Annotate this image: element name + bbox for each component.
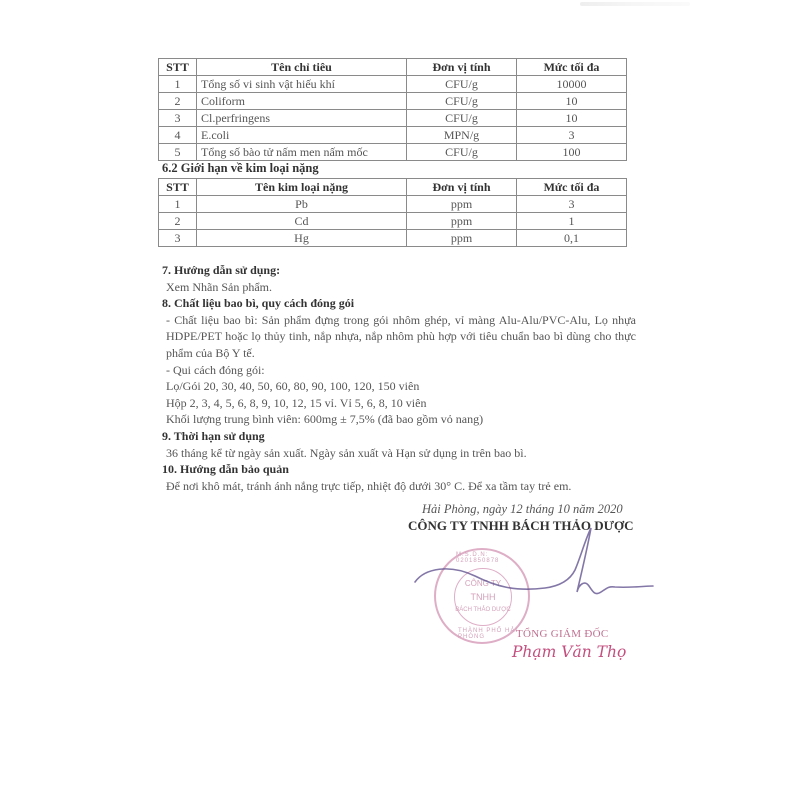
stamp-ring-top-text: M.S.D.N: 0201850878 <box>456 552 500 564</box>
header-unit: Đơn vị tính <box>407 59 517 76</box>
section-8-packing-3: Khối lượng trung bình viên: 600mg ± 7,5% (đã bao gồm vỏ nang) <box>166 412 484 427</box>
header-name: Tên kim loại nặng <box>197 179 407 196</box>
section-10-heading: 10. Hướng dẫn bảo quản <box>162 462 289 477</box>
heavy-metals-heading: 6.2 Giới hạn về kim loại nặng <box>162 161 319 175</box>
cell-stt: 5 <box>159 144 197 161</box>
table-row <box>159 213 627 230</box>
cell-stt: 3 <box>159 230 197 247</box>
sign-date: Hải Phòng, ngày 12 tháng 10 năm 2020 <box>422 502 623 516</box>
section-7-heading: 7. Hướng dẫn sử dụng: <box>162 263 281 277</box>
cell-stt: 1 <box>159 76 197 93</box>
cell-name: Tổng số vi sinh vật hiếu khí <box>197 76 407 93</box>
table-row <box>159 196 627 213</box>
cell-max: 10 <box>517 93 627 110</box>
scan-artifact <box>580 2 690 6</box>
cell-name: Coliform <box>197 93 407 110</box>
stamp-line-1: CÔNG TY <box>464 579 502 588</box>
director-title: TỔNG GIÁM ĐỐC <box>516 628 609 640</box>
cell-unit: CFU/g <box>407 93 517 110</box>
cell-max: 3 <box>517 196 627 213</box>
cell-max: 0,1 <box>517 230 627 247</box>
section-9-heading: 9. Thời hạn sử dụng <box>162 428 265 443</box>
cell-name: Hg <box>197 230 407 247</box>
cell-max: 1 <box>517 213 627 230</box>
cell-unit: MPN/g <box>407 127 517 144</box>
director-name: Phạm Văn Thọ <box>512 643 627 661</box>
cell-stt: 2 <box>159 213 197 230</box>
stamp-line-2: TNHH <box>470 592 496 602</box>
cell-max: 3 <box>517 127 627 144</box>
cell-stt: 2 <box>159 93 197 110</box>
cell-name: Cd <box>197 213 407 230</box>
cell-unit: ppm <box>407 213 517 230</box>
cell-unit: CFU/g <box>407 76 517 93</box>
section-8-material: - Chất liệu bao bì: Sản phẩm đựng trong gói nhôm ghép, vỉ màng Alu-Alu/PVC-Alu, Lọ nhựa HDPE/PET hoặc lọ thủy tinh, nắp nhựa, nắp nhôm phù hợp với tiêu chuẩn bao bì dùng cho thực phẩm của Bộ Y tế. <box>166 312 636 360</box>
table-row <box>159 230 627 247</box>
cell-name: E.coli <box>197 127 407 144</box>
header-stt: STT <box>159 179 197 196</box>
heavy-metals-table <box>158 178 627 247</box>
cell-unit: ppm <box>407 196 517 213</box>
table-row <box>159 76 627 93</box>
company-name: CÔNG TY TNHH BÁCH THẢO DƯỢC <box>408 518 634 533</box>
section-10-text: Để nơi khô mát, tránh ánh nắng trực tiếp, nhiệt độ dưới 30° C. Để xa tầm tay trẻ em. <box>166 478 572 493</box>
microbiology-limits-table <box>158 58 627 161</box>
header-max: Mức tối đa <box>517 59 627 76</box>
header-max: Mức tối đa <box>517 179 627 196</box>
cell-unit: ppm <box>407 230 517 247</box>
cell-name: Cl.perfringens <box>197 110 407 127</box>
cell-stt: 3 <box>159 110 197 127</box>
stamp-ring-bottom-text: THÀNH PHỐ HẢI PHÒNG <box>458 628 519 640</box>
document-body <box>162 262 636 494</box>
stamp-line-3: BÁCH THẢO DƯỢC <box>455 607 511 613</box>
table-row <box>159 93 627 110</box>
cell-max: 100 <box>517 144 627 161</box>
cell-unit: CFU/g <box>407 144 517 161</box>
section-8-packing-label: - Qui cách đóng gói: <box>166 362 265 377</box>
section-9-text: 36 tháng kể từ ngày sản xuất. Ngày sản xuất và Hạn sử dụng in trên bao bì. <box>166 445 527 460</box>
header-stt: STT <box>159 59 197 76</box>
section-8-heading: 8. Chất liệu bao bì, quy cách đóng gói <box>162 296 355 311</box>
table-row <box>159 144 627 161</box>
cell-max: 10000 <box>517 76 627 93</box>
cell-stt: 1 <box>159 196 197 213</box>
header-unit: Đơn vị tính <box>407 179 517 196</box>
section-8-packing-2: Hộp 2, 3, 4, 5, 6, 8, 9, 10, 12, 15 vỉ. Vỉ 5, 6, 8, 10 viên <box>166 395 427 410</box>
section-8-packing-1: Lọ/Gói 20, 30, 40, 50, 60, 80, 90, 100, 120, 150 viên <box>166 379 420 394</box>
cell-unit: CFU/g <box>407 110 517 127</box>
cell-stt: 4 <box>159 127 197 144</box>
cell-max: 10 <box>517 110 627 127</box>
table-header-row <box>159 179 627 196</box>
cell-name: Tổng số bào tử nấm men nấm mốc <box>197 144 407 161</box>
table-header-row <box>159 59 627 76</box>
handwritten-signature-icon <box>395 520 655 630</box>
cell-name: Pb <box>197 196 407 213</box>
table-row <box>159 127 627 144</box>
table-row <box>159 110 627 127</box>
header-name: Tên chỉ tiêu <box>197 59 407 76</box>
section-7-text: Xem Nhãn Sản phẩm. <box>166 279 272 294</box>
